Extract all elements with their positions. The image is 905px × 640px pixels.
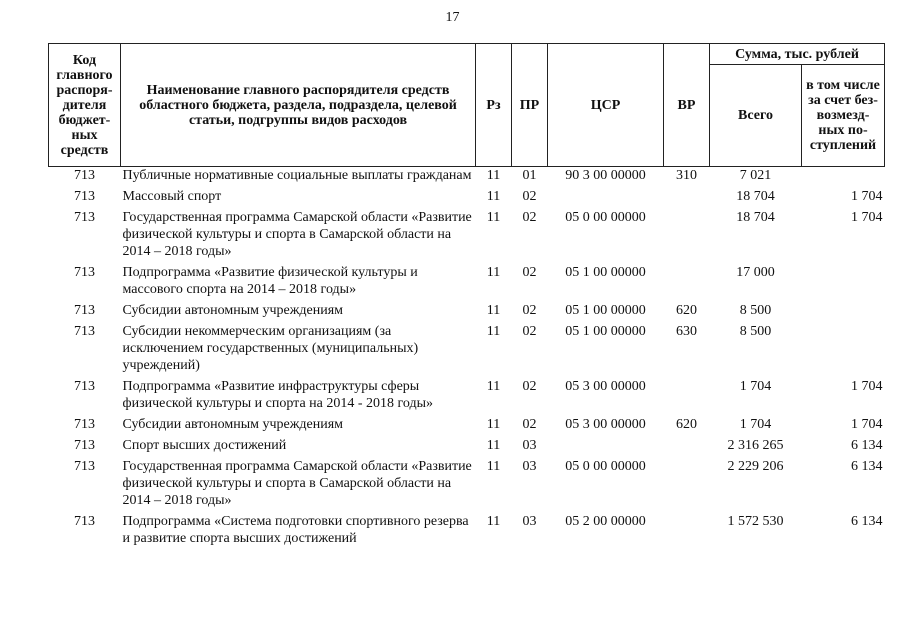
row-pr: 02 [522, 379, 537, 394]
header-code: Код главного распоря-дителя бюджет-ных средств [49, 44, 121, 167]
row-code: 713 [74, 265, 95, 280]
table-row [49, 302, 885, 323]
row-csr: 05 3 00 00000 [565, 417, 646, 432]
header-vr: ВР [664, 44, 710, 167]
header-rz: Рз [476, 44, 512, 167]
table-row [49, 416, 885, 437]
row-rz: 11 [486, 265, 501, 280]
row-free [802, 323, 885, 378]
row-rz: 11 [486, 379, 501, 394]
row-csr [548, 188, 664, 209]
row-total: 1 704 [739, 379, 772, 394]
row-vr [664, 188, 710, 209]
table-row [49, 188, 885, 209]
row-pr: 01 [522, 168, 537, 183]
row-rz: 11 [486, 324, 501, 339]
row-total: 1 704 [739, 417, 772, 432]
row-pr: 03 [522, 459, 537, 474]
row-vr: 620 [676, 303, 697, 318]
row-free: 1 704 [851, 379, 883, 394]
row-free: 1 704 [851, 189, 883, 204]
row-rz: 11 [486, 514, 501, 529]
row-name: Субсидии некоммерческим организациям (за исключением государственных (муниципальных) учреждений) [122, 324, 419, 373]
row-csr: 05 1 00 00000 [565, 303, 646, 318]
row-code: 713 [74, 168, 95, 183]
table-row [49, 437, 885, 458]
row-csr: 05 1 00 00000 [565, 324, 646, 339]
row-name: Подпрограмма «Развитие инфраструктуры сферы физической культуры и спорта на 2014 - 2018 годы» [122, 379, 434, 411]
row-vr [664, 209, 710, 264]
row-name: Субсидии автономным учреждениям [122, 417, 344, 432]
row-vr [664, 264, 710, 302]
row-free: 1 704 [851, 210, 883, 225]
table-row [49, 513, 885, 551]
table-row [49, 323, 885, 378]
row-code: 713 [74, 514, 95, 529]
row-name: Спорт высших достижений [122, 438, 287, 453]
header-sum: Сумма, тыс. рублей [710, 44, 885, 65]
row-code: 713 [74, 303, 95, 318]
row-total: 18 704 [736, 210, 775, 225]
header-pr: ПР [512, 44, 548, 167]
row-free [802, 302, 885, 323]
row-free [802, 167, 885, 189]
page-number: 17 [445, 10, 460, 25]
header-free: в том числе за счет без-возмезд-ных по-ступлений [802, 65, 885, 167]
row-vr [664, 437, 710, 458]
row-free: 6 134 [851, 459, 883, 474]
row-name: Подпрограмма «Развитие физической культуры и массового спорта на 2014 – 2018 годы» [122, 265, 418, 297]
budget-table [48, 43, 885, 551]
row-code: 713 [74, 459, 95, 474]
row-free [802, 264, 885, 302]
header-name: Наименование главного распорядителя средств областного бюджета, раздела, подраздела, целевой статьи, подгруппы видов расходов [121, 44, 476, 167]
row-total: 8 500 [739, 303, 772, 318]
row-rz: 11 [486, 417, 501, 432]
row-total: 1 572 530 [727, 514, 784, 529]
table-row [49, 264, 885, 302]
row-name: Массовый спорт [122, 189, 222, 204]
header-csr: ЦСР [548, 44, 664, 167]
row-code: 713 [74, 438, 95, 453]
row-rz: 11 [486, 303, 501, 318]
row-total: 8 500 [739, 324, 772, 339]
row-pr: 02 [522, 417, 537, 432]
row-name: Подпрограмма «Система подготовки спортивного резерва и развитие спорта высших достижений [122, 514, 469, 546]
row-rz: 11 [486, 210, 501, 225]
table-row [49, 458, 885, 513]
row-free: 6 134 [851, 514, 883, 529]
row-name: Государственная программа Самарской области «Развитие физической культуры и спорта в Самарской области на 2014 – 2018 годы» [122, 459, 472, 508]
row-vr [664, 458, 710, 513]
table-row [49, 209, 885, 264]
row-pr: 02 [522, 303, 537, 318]
row-csr [548, 437, 664, 458]
row-rz: 11 [486, 189, 501, 204]
row-code: 713 [74, 324, 95, 339]
row-free: 6 134 [851, 438, 883, 453]
row-name: Государственная программа Самарской области «Развитие физической культуры и спорта в Самарской области на 2014 – 2018 годы» [122, 210, 472, 259]
row-pr: 03 [522, 514, 537, 529]
table-row [49, 167, 885, 189]
row-code: 713 [74, 210, 95, 225]
row-code: 713 [74, 417, 95, 432]
row-csr: 05 2 00 00000 [565, 514, 646, 529]
row-csr: 90 3 00 00000 [565, 168, 646, 183]
row-total: 18 704 [736, 189, 775, 204]
row-rz: 11 [486, 168, 501, 183]
row-csr: 05 1 00 00000 [565, 265, 646, 280]
table-row [49, 378, 885, 416]
row-vr [664, 513, 710, 551]
row-total: 2 229 206 [727, 459, 784, 474]
row-code: 713 [74, 189, 95, 204]
row-total: 7 021 [739, 168, 772, 183]
row-free: 1 704 [851, 417, 883, 432]
header-total: Всего [710, 65, 802, 167]
row-pr: 02 [522, 265, 537, 280]
row-vr [664, 378, 710, 416]
row-csr: 05 0 00 00000 [565, 210, 646, 225]
row-name: Субсидии автономным учреждениям [122, 303, 344, 318]
row-pr: 02 [522, 210, 537, 225]
row-code: 713 [74, 379, 95, 394]
row-rz: 11 [486, 459, 501, 474]
row-vr: 630 [676, 324, 697, 339]
row-pr: 02 [522, 324, 537, 339]
row-vr: 620 [676, 417, 697, 432]
row-total: 2 316 265 [727, 438, 784, 453]
row-csr: 05 3 00 00000 [565, 379, 646, 394]
row-rz: 11 [486, 438, 501, 453]
row-pr: 02 [522, 189, 537, 204]
row-total: 17 000 [736, 265, 775, 280]
row-vr: 310 [676, 168, 697, 183]
row-csr: 05 0 00 00000 [565, 459, 646, 474]
row-name: Публичные нормативные социальные выплаты гражданам [122, 168, 472, 183]
row-pr: 03 [522, 438, 537, 453]
